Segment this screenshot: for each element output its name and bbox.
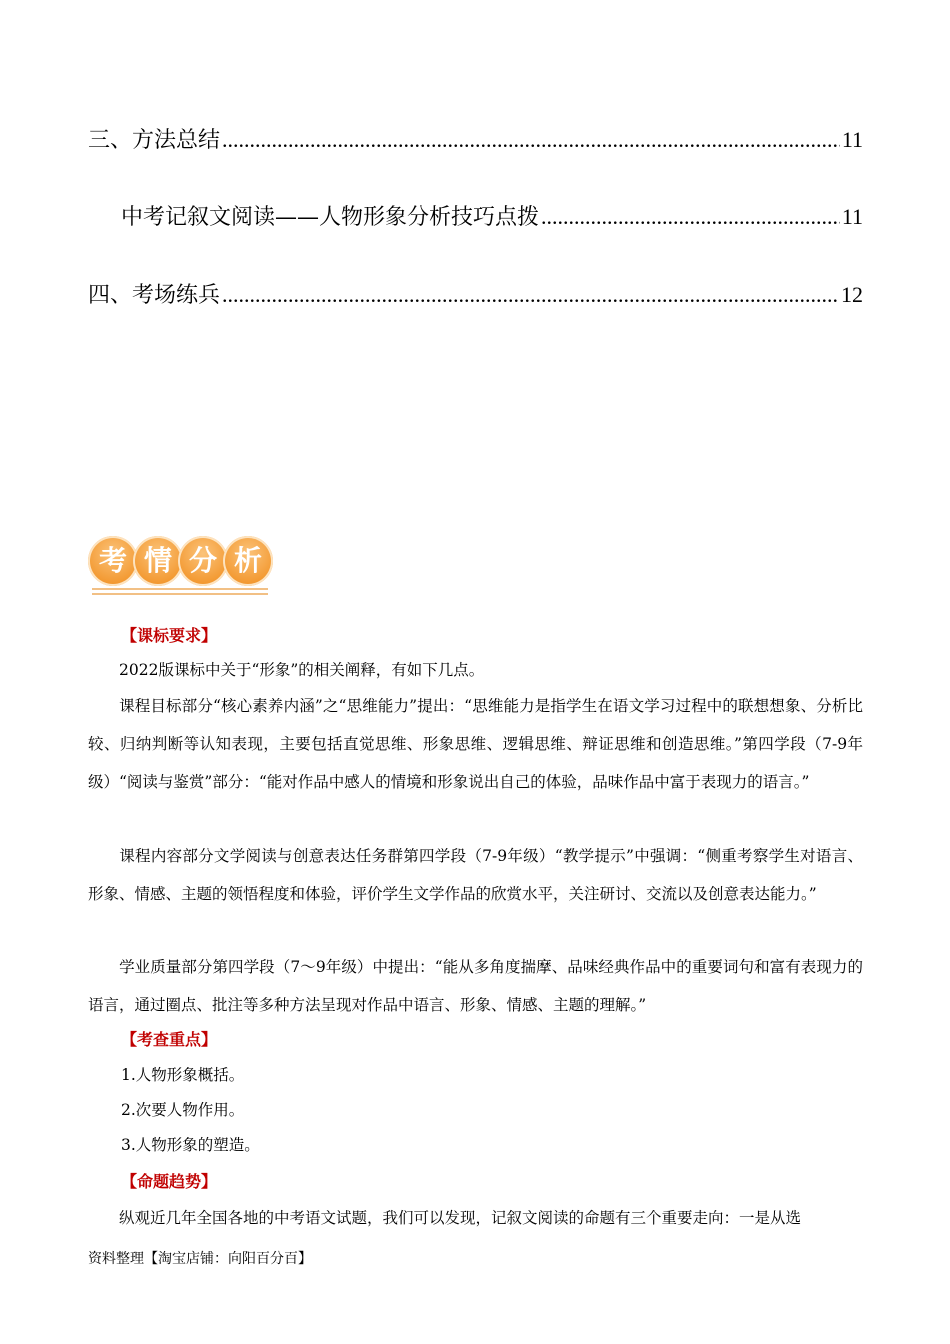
- banner-underline: [92, 593, 268, 595]
- list-item: 2.次要人物作用。: [121, 1101, 245, 1119]
- toc-entry-exam-practice[interactable]: [88, 280, 863, 311]
- toc-entry-label: 中考记叙文阅读——人物形象分析技巧点拨: [121, 205, 540, 230]
- section-title-trend: 【命题趋势】: [121, 1172, 218, 1191]
- section-title-curriculum: 【课标要求】: [121, 626, 218, 645]
- paragraph: 学业质量部分第四学段（7～9年级）中提出：“能从多角度揣摩、品味经典作品中的重要词句和富有表现力的语言，通过圈点、批注等多种方法呈现对作品中语言、形象、情感、主题的理解。”: [88, 958, 863, 1014]
- toc-entry-label: 三、方法总结: [88, 128, 221, 153]
- banner-char: 分: [178, 536, 228, 586]
- exam-analysis-banner: [86, 532, 276, 596]
- toc-entry-page: 12: [841, 282, 863, 307]
- paragraph: 2022版课标中关于“形象”的相关阐释，有如下几点。: [119, 661, 485, 679]
- toc-entry-character-analysis[interactable]: [121, 202, 863, 233]
- toc-entry-page: 11: [841, 127, 863, 152]
- banner-char: 考: [88, 536, 138, 586]
- toc-leader-dots: [541, 202, 840, 232]
- list-item: 1.人物形象概括。: [121, 1066, 245, 1084]
- paragraph: 纵观近几年全国各地的中考语文试题，我们可以发现，记叙文阅读的命题有三个重要走向：一是从选: [119, 1209, 802, 1227]
- toc-leader-dots: [222, 280, 839, 310]
- paragraph: 课程内容部分文学阅读与创意表达任务群第四学段（7-9年级）“教学提示”中强调：“侧重考察学生对语言、形象、情感、主题的领悟程度和体验，评价学生文学作品的欣赏水平，关注研讨、交流以及创意表达能力。”: [88, 847, 863, 903]
- page-footer: 资料整理【淘宝店铺：向阳百分百】: [88, 1251, 312, 1267]
- list-item: 3.人物形象的塑造。: [121, 1136, 260, 1154]
- banner-char: 情: [133, 536, 183, 586]
- banner-char: 析: [223, 536, 273, 586]
- section-title-focus: 【考查重点】: [121, 1030, 218, 1049]
- toc-leader-dots: [222, 125, 840, 155]
- toc-entry-method-summary[interactable]: [88, 125, 863, 156]
- paragraph: 课程目标部分“核心素养内涵”之“思维能力”提出：“思维能力是指学生在语文学习过程中的联想想象、分析比较、归纳判断等认知表现，主要包括直觉思维、形象思维、逻辑思维、辩证思维和创造思维。”第四学段（7-9年级）“阅读与鉴赏”部分：“能对作品中感人的情境和形象说出自己的体验，品味作品中富于表现力的语言。”: [88, 697, 863, 791]
- banner-underline: [92, 588, 268, 590]
- toc-entry-page: 11: [841, 204, 863, 229]
- toc-entry-label: 四、考场练兵: [88, 283, 221, 308]
